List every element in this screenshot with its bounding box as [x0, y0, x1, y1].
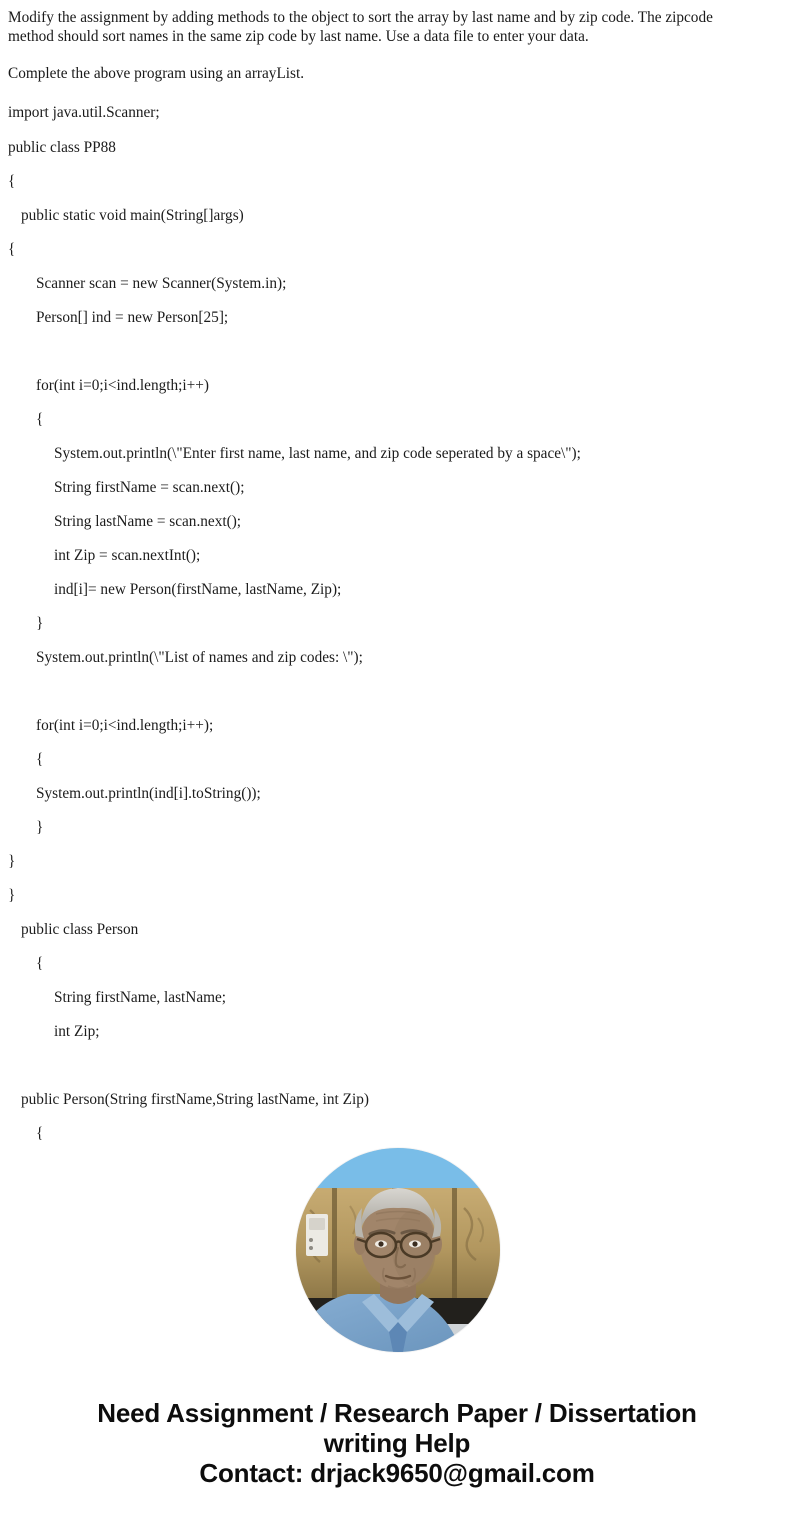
code-line: } — [8, 887, 16, 904]
avatar-photo-illustration — [296, 1148, 500, 1352]
code-line: public static void main(String[]args) — [21, 207, 244, 224]
assignment-instructions-paragraph: Modify the assignment by adding methods to the object to sort the array by last name and by zip code. The zipcode method should sort names in the same zip code by last name. Use a data file to enter your data. — [8, 9, 713, 45]
code-line: { — [36, 955, 44, 972]
code-line: Person[] ind = new Person[25]; — [36, 309, 229, 326]
avatar-section — [0, 1130, 794, 1375]
code-line: } — [36, 615, 44, 632]
code-line: for(int i=0;i<ind.length;i++) — [36, 377, 210, 394]
code-blank-line — [0, 683, 794, 717]
code-line: Scanner scan = new Scanner(System.in); — [36, 275, 287, 292]
code-blank-line — [0, 1057, 794, 1091]
code-line: { — [36, 411, 44, 428]
code-line: for(int i=0;i<ind.length;i++); — [36, 717, 214, 734]
code-line: String firstName = scan.next(); — [54, 479, 245, 496]
code-line: public Person(String firstName,String lastName, int Zip) — [21, 1091, 369, 1108]
intro-section — [0, 0, 794, 122]
code-line: public class PP88 — [8, 139, 116, 156]
java-code-listing — [0, 139, 794, 1159]
code-line: { — [36, 1125, 44, 1142]
code-line: String firstName, lastName; — [54, 989, 227, 1006]
arraylist-instruction-paragraph: Complete the above program using an arrayList. — [8, 65, 305, 82]
code-line: ind[i]= new Person(firstName, lastName, Zip); — [54, 581, 342, 598]
code-line: { — [8, 173, 16, 190]
code-line: System.out.println(\"List of names and zip codes: \"); — [36, 649, 363, 666]
code-line: System.out.println(ind[i].toString()); — [36, 785, 261, 802]
code-line: } — [36, 819, 44, 836]
code-line: System.out.println(\"Enter first name, last name, and zip code seperated by a space\"); — [54, 445, 581, 462]
code-blank-line — [0, 343, 794, 377]
code-line: { — [8, 241, 16, 258]
promo-contact-line: Contact: drjack9650@gmail.com — [199, 1458, 595, 1488]
code-line: int Zip; — [54, 1023, 100, 1040]
code-line: { — [36, 751, 44, 768]
promo-headline-line-1: Need Assignment / Research Paper / Dissertation — [97, 1398, 697, 1428]
import-statement-line: import java.util.Scanner; — [8, 103, 160, 121]
code-line: int Zip = scan.nextInt(); — [54, 547, 201, 564]
promo-footer — [0, 1398, 794, 1488]
code-line: } — [8, 853, 16, 870]
promo-headline-line-2: writing Help — [323, 1428, 471, 1458]
code-line: public class Person — [21, 921, 139, 938]
avatar — [296, 1148, 500, 1352]
code-line: String lastName = scan.next(); — [54, 513, 242, 530]
